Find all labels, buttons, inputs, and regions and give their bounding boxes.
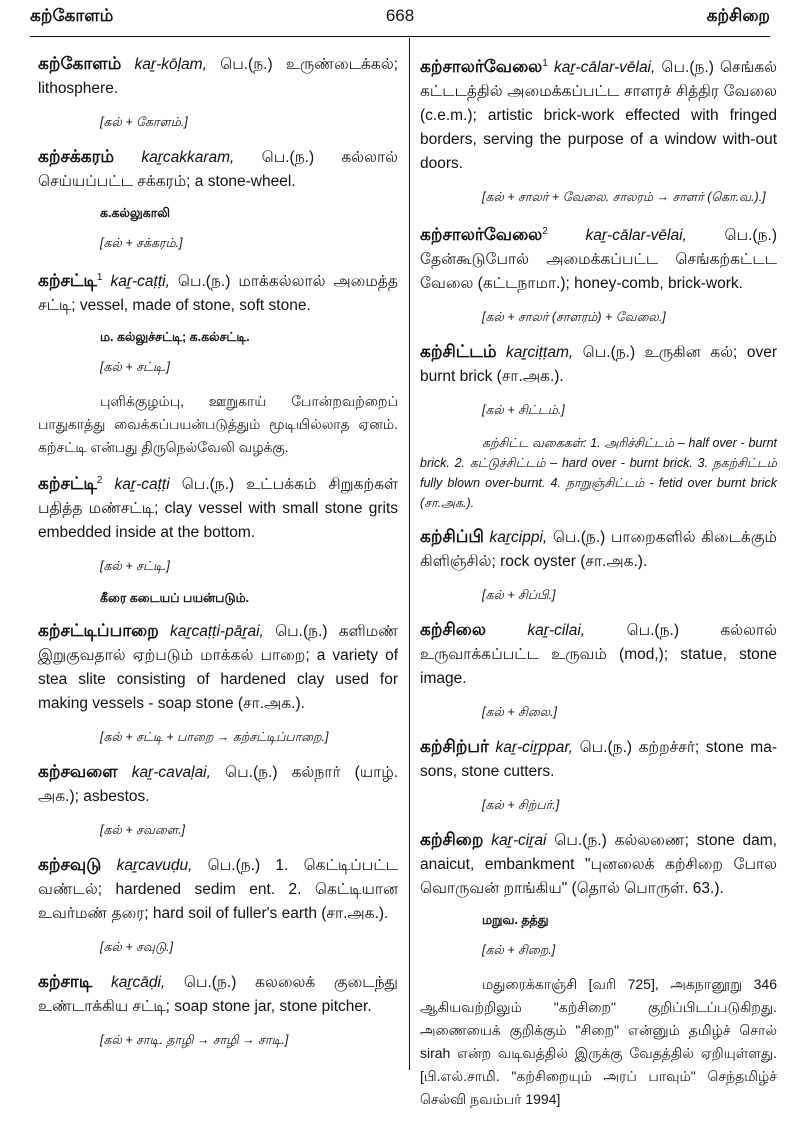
column-divider bbox=[409, 38, 410, 1070]
entry-definition: பெ.(ந.) மாக்கல்லால் அமைத்த சட்டி; vessel, made of stone, soft stone. bbox=[38, 273, 398, 315]
entry-transliteration: kaṟ-caṭṭi bbox=[114, 476, 170, 494]
entry-transliteration: kaṟ-cilai, bbox=[527, 622, 586, 640]
entry-headword: கற்சிலை bbox=[420, 620, 486, 640]
etymology: [கல் + சவளை.] bbox=[100, 823, 186, 838]
entry-transliteration: kaṟ-kōḷam, bbox=[134, 56, 207, 73]
etymology: [கல் + சாலர் (சாளரம்) + வேலை.] bbox=[482, 310, 666, 325]
entry-transliteration: kaṟcaṭṭi-pāṟai, bbox=[169, 623, 264, 641]
entry-transliteration: kaṟ-ciṟppar, bbox=[495, 739, 573, 757]
entry-transliteration: kaṟcippi, bbox=[489, 529, 548, 547]
entry-headword: கற்கோளம் bbox=[38, 54, 122, 73]
dictionary-entry bbox=[420, 618, 777, 691]
homonym-number: 1 bbox=[542, 58, 548, 69]
etymology: [கல் + சட்டி.] bbox=[100, 360, 170, 375]
entry-definition: பெ.(ந.) களிமண் இறுகுவதால் ஏற்படும் மாக்கல் பாறை; a variety of stea slite consisting of hardened clay used for making vessels - soap stone (சா.அக.). bbox=[38, 623, 398, 713]
etymology: [கல் + சிலை.] bbox=[482, 705, 558, 720]
entry-transliteration: kaṟcavuḍu, bbox=[116, 857, 193, 875]
etymology: [கல் + சிறை.] bbox=[482, 943, 556, 958]
entry-transliteration: kaṟ-caṭṭi, bbox=[110, 273, 170, 291]
dictionary-entry bbox=[420, 52, 777, 176]
page-number: 668 bbox=[385, 6, 415, 25]
etymology: [கல் + சிப்பி.] bbox=[482, 588, 556, 603]
dictionary-entry bbox=[38, 853, 398, 926]
entry-headword: கற்சிறை bbox=[420, 830, 484, 850]
etymology: [கல் + சட்டி.] bbox=[100, 559, 170, 574]
entry-headword: கற்சிப்பி bbox=[420, 527, 484, 547]
entry-definition: பெ.(ந.) கலலைக் குடைந்து உண்டாக்கிய சட்டி; soap stone jar, stone pitcher. bbox=[38, 974, 399, 1016]
dictionary-entry bbox=[38, 52, 398, 101]
entry-headword: கற்சட்டி bbox=[38, 271, 97, 291]
etymology: [கல் + சாலர் + வேலை. சாலரம் → சாளர் (கொ.வ.).] bbox=[482, 190, 766, 205]
entry-headword: கற்சவுடு bbox=[38, 855, 102, 875]
dictionary-entry bbox=[38, 266, 398, 318]
entry-definition: பெ.(ந.) கல்நார் (யாழ். அக.); asbestos. bbox=[38, 764, 399, 806]
entry-definition: பெ.(ந.) உட்பக்கம் சிறுகற்கள் பதித்த மண்சட்டி; clay vessel with small stone grits embedded inside at the bottom. bbox=[38, 476, 398, 542]
entry-definition: பெ.(ந.) கல்லணை; stone dam, anaicut, embankment "புனலைக் கற்சிறை போல வொருவன் றாங்கிய" (தொல் பொருள். 63.). bbox=[420, 832, 777, 898]
page-header bbox=[30, 6, 770, 32]
usage-note: கற்சிட்ட வகைகள்: 1. அரிச்சிட்டம் – half over - burnt brick. 2. கட்டுச்சிட்டம் – hard over - burnt brick. 3. நகற்சிட்டம் fully blown over-burnt. 4. நாறுஞ்சிட்டம் - fetid over burnt brick (சா.அக.). bbox=[420, 436, 777, 511]
cognate-note: கீரை கடையப் பயன்படும். bbox=[100, 591, 250, 606]
entry-headword: கற்சாலர்வேலை bbox=[420, 225, 543, 245]
etymology: [கல் + சாடி. தாழி → சாழி → சாடி.] bbox=[100, 1033, 289, 1048]
entry-definition: பெ.(ந.) செங்கல் கட்டடத்தில் அமைக்கப்பட்ட சாளரச் சித்திர வேலை (c.e.m.); artistic brick-work effected with fringed borders, serving the purpose of a window with-out doors. bbox=[420, 59, 777, 173]
etymology: [கல் + சக்கரம்.] bbox=[100, 236, 183, 250]
entry-headword: கற்சாலர்வேலை bbox=[420, 57, 543, 77]
entry-transliteration: kaṟcakkaram, bbox=[141, 149, 235, 166]
entry-transliteration: kaṟ-cālar-vēlai, bbox=[553, 59, 656, 77]
etymology: [கல் + சட்டி + பாறை → கற்சட்டிப்பாறை.] bbox=[100, 730, 329, 745]
dictionary-entry bbox=[38, 970, 398, 1019]
dictionary-entry bbox=[420, 525, 777, 574]
entry-headword: கற்சட்டி bbox=[38, 474, 97, 494]
etymology: [கல் + சவுடு.] bbox=[100, 940, 174, 955]
entry-transliteration: kaṟciṭṭam, bbox=[506, 344, 574, 362]
entry-definition: பெ.(ந.) 1. கெட்டிப்பட்ட வண்டல்; hardened sedim ent. 2. கெட்டியான உவர்மண் தரை; hard soil of fuller's earth (சா.அக.). bbox=[38, 857, 398, 923]
usage-note: புளிக்குழம்பு, ஊறுகாய் போன்றவற்றைப் பாதுகாத்து வைக்கப்பயன்படுத்தும் மூடியில்லாத ஏனம். கற்சட்டி என்பது திருநெல்வேலி வழக்கு. bbox=[38, 393, 398, 456]
dictionary-entry bbox=[420, 735, 777, 784]
entry-definition: பெ.(ந.) கல்லால் உருவாக்கப்பட்ட உருவம் (mod,); statue, stone image. bbox=[420, 622, 778, 688]
etymology: [கல் + சிற்பர்.] bbox=[482, 798, 560, 813]
dictionary-entry bbox=[38, 145, 398, 194]
header-rule bbox=[30, 36, 770, 37]
entry-definition: பெ.(ந.) உருகின கல்; over burnt brick (சா.அக.). bbox=[420, 344, 778, 386]
entry-transliteration: kaṟ-ciṟai bbox=[491, 832, 547, 850]
dictionary-entry bbox=[38, 760, 398, 809]
dictionary-entry bbox=[420, 340, 777, 389]
dictionary-entry bbox=[420, 220, 777, 296]
entry-transliteration: kaṟ-cavaḷai, bbox=[131, 764, 211, 782]
entry-headword: கற்சட்டிப்பாறை bbox=[38, 621, 159, 641]
entry-headword: கற்சிற்பர் bbox=[420, 737, 489, 757]
etymology: [கல் + கோளம்.] bbox=[100, 115, 188, 129]
header-last-word: கற்சிறை bbox=[706, 6, 770, 25]
dictionary-entry bbox=[420, 828, 777, 901]
right-column bbox=[420, 52, 777, 1121]
entry-headword: கற்சக்கரம் bbox=[38, 147, 115, 166]
entry-headword: கற்சிட்டம் bbox=[420, 342, 497, 362]
cognate-note: ம. கல்லுச்சட்டி; க.கல்சட்டி. bbox=[100, 330, 250, 345]
homonym-number: 2 bbox=[542, 226, 548, 238]
entry-definition: பெ.(ந.) பாறைகளில் கிடைக்கும் கிளிஞ்சில்; rock oyster (சா.அக.). bbox=[420, 529, 777, 571]
entry-definition: பெ.(ந.) உருண்டைக்கல்; lithosphere. bbox=[38, 56, 398, 97]
entry-definition: பெ.(ந.) கற்றச்சர்; stone ma-sons, stone cutters. bbox=[420, 739, 778, 781]
usage-note: மதுரைக்காஞ்சி [வரி 725], அகநானூறு 346 ஆகியவற்றிலும் "கற்சிறை" குறிப்பிடப்படுகிறது. அணையைக் குறிக்கும் "சிறை" என்னும் தமிழ்ச் சொல் sirah என்ற வடிவத்தில் இருக்கு வேதத்தில் ஏறியுள்ளது. [பி.எல்.சாமி. "கற்சிறையும் அரப் பாவும்" செந்தமிழ்ச் செல்வி நவம்பர் 1994] bbox=[420, 976, 777, 1108]
entry-transliteration: kaṟ-cālar-vēlai, bbox=[585, 227, 687, 245]
entry-headword: கற்சாடி bbox=[38, 972, 93, 992]
cognate-note: மறுவ. தத்து bbox=[482, 913, 549, 928]
entry-definition: பெ.(ந.) தேன்கூடுபோல் அமைக்கப்பட்ட செங்கற்கட்டட வேலை (கட்டநாமா.); honey-comb, brick-work. bbox=[420, 227, 777, 293]
dictionary-entry bbox=[38, 619, 398, 716]
cognate-note: க.கல்லுகாலி bbox=[100, 206, 170, 220]
etymology: [கல் + சிட்டம்.] bbox=[482, 403, 565, 418]
left-column bbox=[38, 52, 398, 1063]
entry-definition: பெ.(ந.) கல்லால் செய்யப்பட்ட சக்கரம்; a stone-wheel. bbox=[38, 149, 398, 190]
homonym-number: 2 bbox=[96, 475, 103, 487]
entry-transliteration: kaṟcāḍi, bbox=[110, 974, 166, 992]
dictionary-entry bbox=[38, 469, 398, 545]
header-first-word: கற்கோளம் bbox=[30, 6, 114, 25]
homonym-number: 1 bbox=[96, 272, 103, 283]
entry-headword: கற்சவளை bbox=[38, 762, 118, 782]
